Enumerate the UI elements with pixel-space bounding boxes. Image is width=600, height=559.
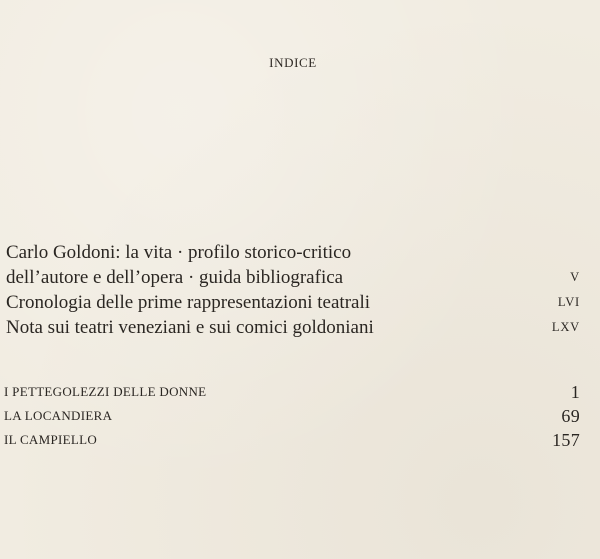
work-entry [4, 428, 580, 452]
toc-entry [6, 265, 580, 290]
toc-entry [6, 315, 580, 340]
work-page: 1 [570, 382, 580, 402]
page-title: INDICE [269, 55, 317, 70]
toc-entry-page: V [570, 270, 580, 284]
work-title: I PETTEGOLEZZI DELLE DONNE [4, 384, 207, 399]
toc-entry-text: Carlo Goldoni: la vita · profilo storico-critico [6, 242, 352, 263]
work-entry [4, 380, 580, 404]
works-list [4, 380, 580, 452]
toc-entry-page: LVI [557, 295, 580, 309]
toc-entry-text: Nota sui teatri veneziani e sui comici goldoniani [6, 317, 374, 338]
toc-entry-text: dell’autore e dell’opera · guida bibliografica [6, 267, 344, 288]
work-title: LA LOCANDIERA [4, 408, 113, 423]
toc-entry [6, 290, 580, 315]
toc-entry [6, 240, 580, 265]
toc-entry-text: Cronologia delle prime rappresentazioni teatrali [6, 292, 371, 313]
toc-entry-page: LXV [551, 320, 580, 334]
work-page: 69 [561, 406, 580, 426]
work-page: 157 [552, 430, 580, 450]
work-title: IL CAMPIELLO [4, 432, 98, 447]
front-matter-list [6, 240, 580, 340]
work-entry [4, 404, 580, 428]
